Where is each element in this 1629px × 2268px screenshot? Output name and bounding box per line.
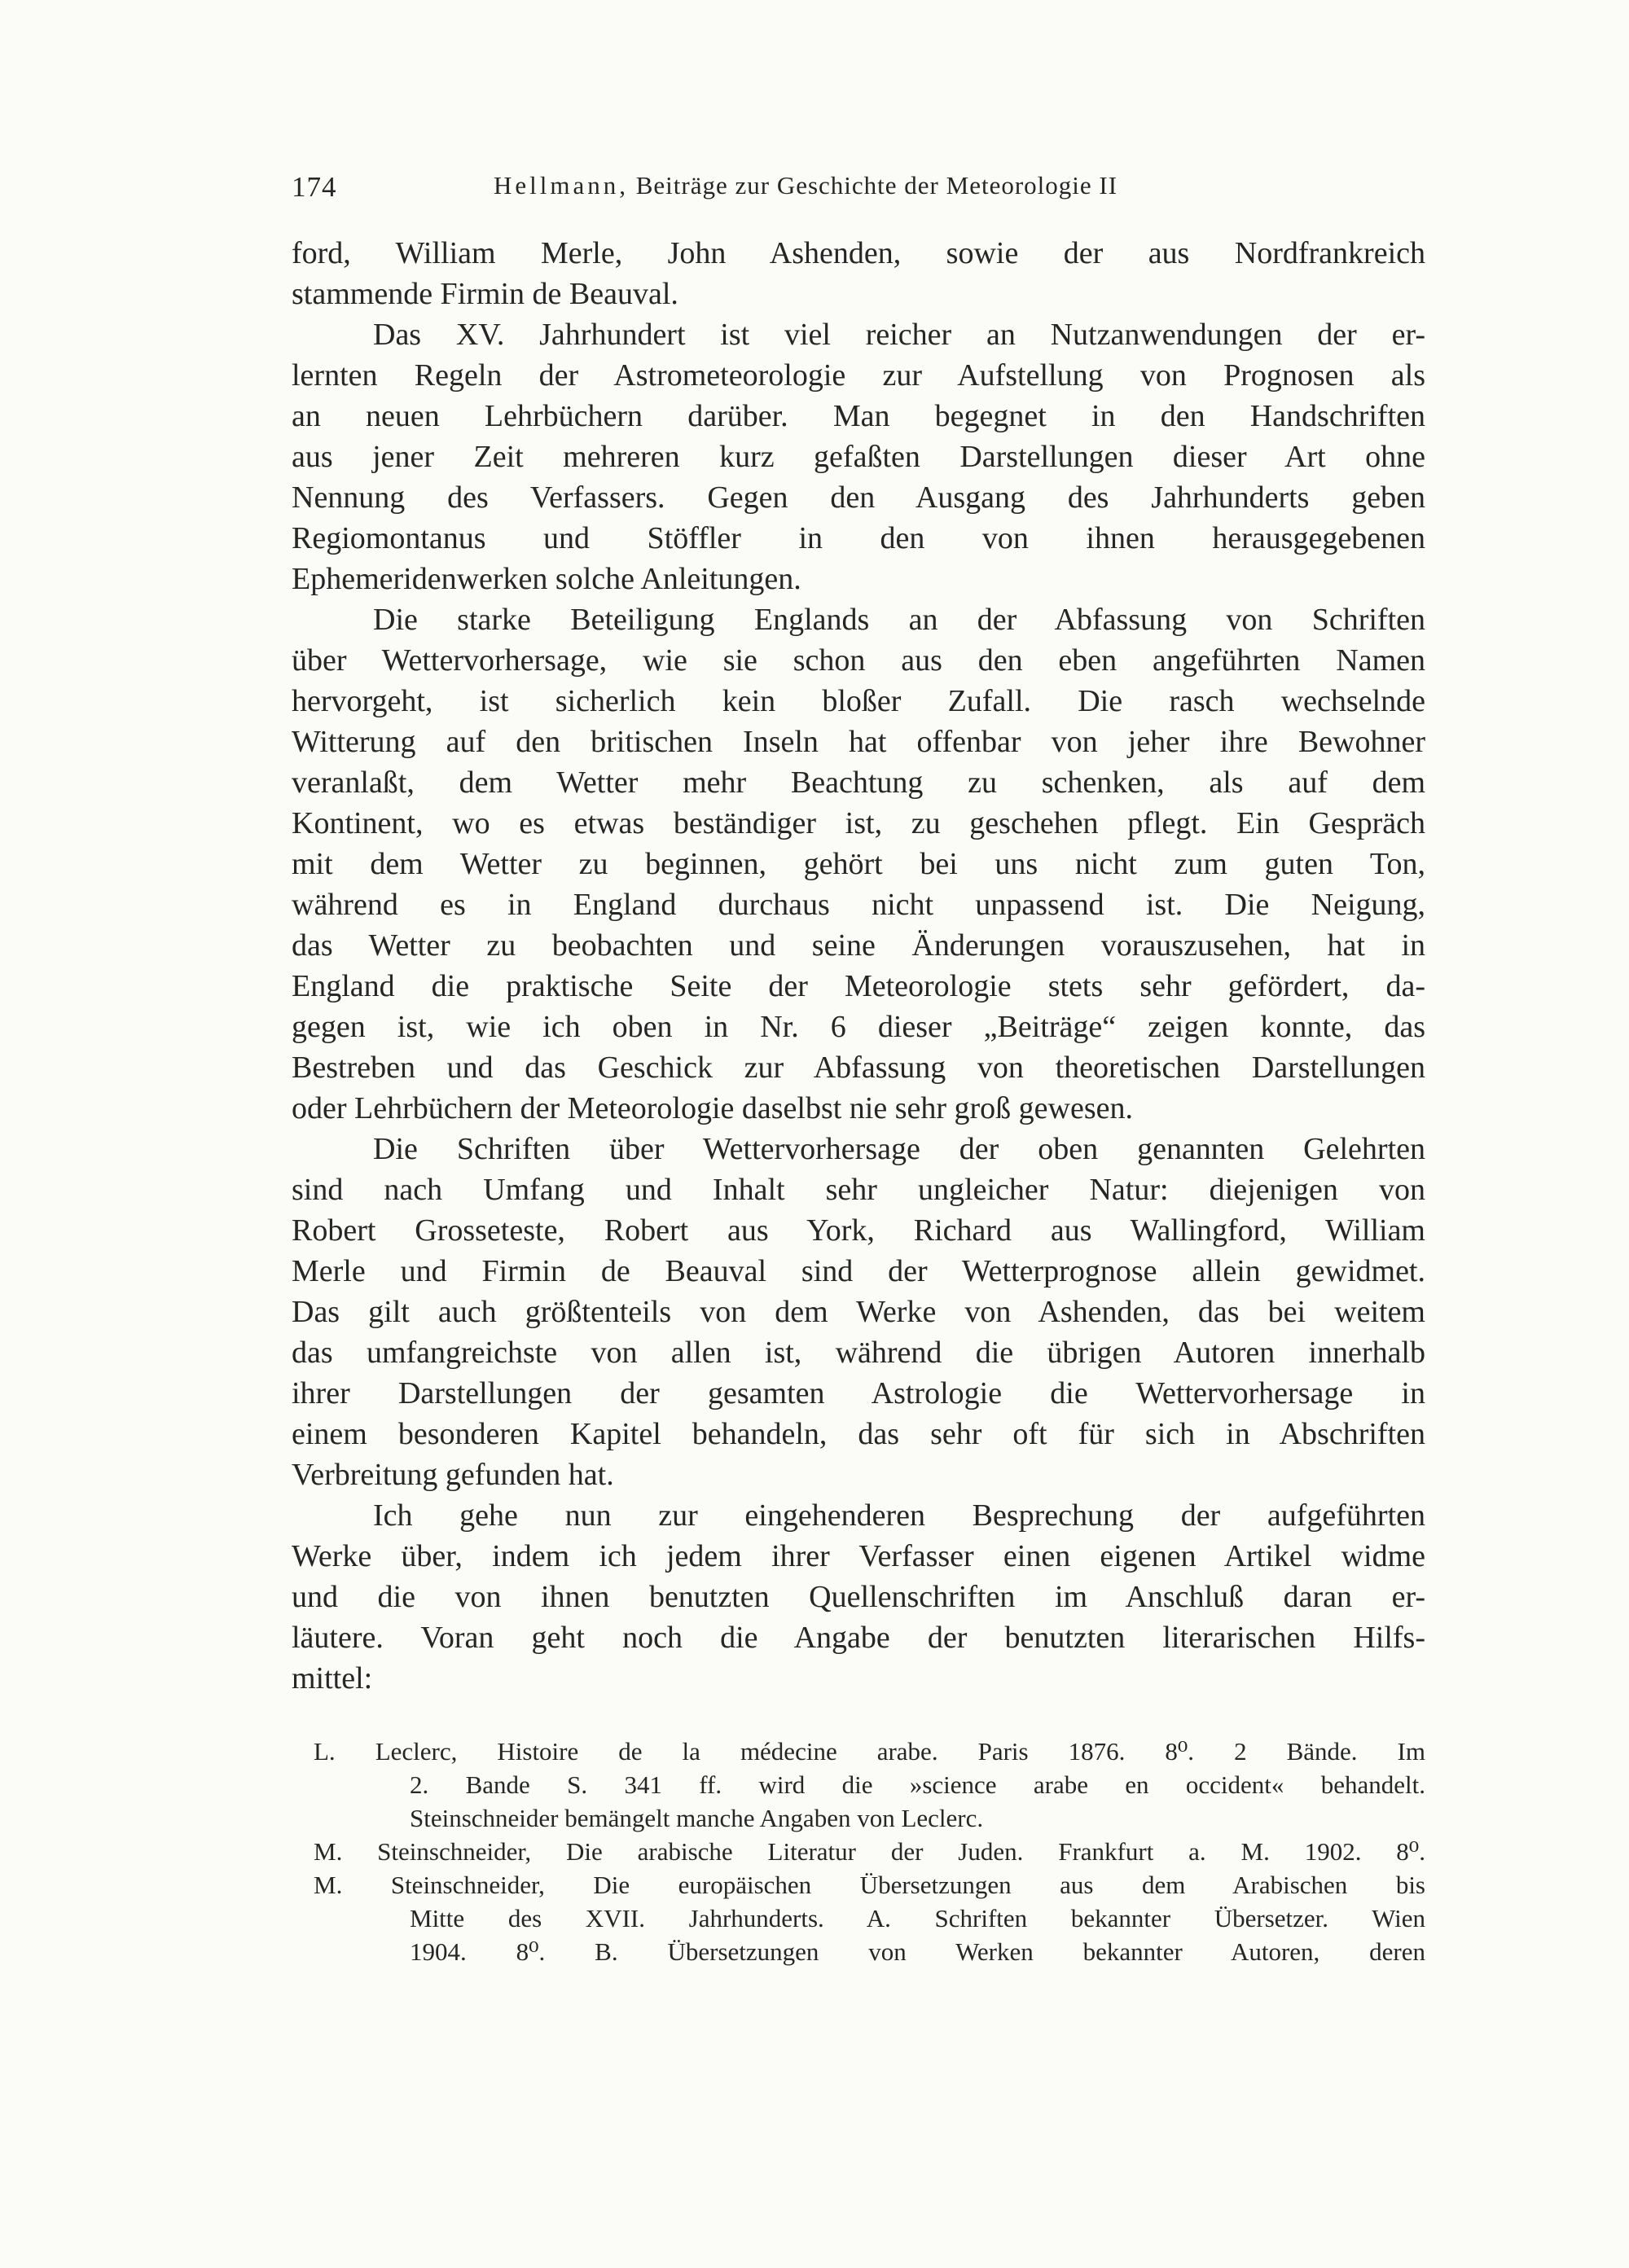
text-line: einem besonderen Kapitel behandeln, das sehr oft für sich in Abschriften — [292, 1417, 1425, 1451]
reference-line: Mitte des XVII. Jahrhunderts. A. Schriften bekannter Übersetzer. Wien — [410, 1904, 1425, 1932]
text-line: Nennung des Verfassers. Gegen den Ausgang des Jahrhunderts geben — [292, 480, 1425, 515]
reference-line: M. Steinschneider, Die arabische Literatur der Juden. Frankfurt a. M. 1902. 8⁰. — [314, 1837, 1425, 1866]
text-line: über Wettervorhersage, wie sie schon aus den eben angeführten Namen — [292, 643, 1425, 678]
text-line: hervorgeht, ist sicherlich kein bloßer Zufall. Die rasch wechselnde — [292, 684, 1425, 718]
text-line: Merle und Firmin de Beauval sind der Wetterprognose allein gewidmet. — [292, 1254, 1425, 1288]
text-line: aus jener Zeit mehreren kurz gefaßten Darstellungen dieser Art ohne — [292, 440, 1425, 474]
text-line: ihrer Darstellungen der gesamten Astrologie die Wettervorhersage in — [292, 1376, 1425, 1410]
running-head-author: Hellmann, — [494, 171, 629, 200]
text-line: ford, William Merle, John Ashenden, sowie der aus Nordfrankreich — [292, 236, 1425, 270]
text-line: veranlaßt, dem Wetter mehr Beachtung zu schenken, als auf dem — [292, 766, 1425, 800]
text-line: Das XV. Jahrhundert ist viel reicher an Nutzanwendungen der er- — [373, 318, 1425, 352]
text-line: das umfangreichste von allen ist, während die übrigen Autoren innerhalb — [292, 1336, 1425, 1370]
text-line: Die Schriften über Wettervorhersage der oben genannten Gelehrten — [373, 1132, 1425, 1166]
text-line: an neuen Lehrbüchern darüber. Man begegnet in den Handschriften — [292, 399, 1425, 433]
text-line: Das gilt auch größtenteils von dem Werke von Ashenden, das bei weitem — [292, 1295, 1425, 1329]
page-header — [292, 168, 1342, 208]
text-line: läutere. Voran geht noch die Angabe der benutzten literarischen Hilfs- — [292, 1621, 1425, 1655]
text-line: Robert Grosseteste, Robert aus York, Richard aus Wallingford, William — [292, 1213, 1425, 1248]
text-line: Ephemeridenwerken solche Anleitungen. — [292, 562, 801, 596]
text-line: Ich gehe nun zur eingehenderen Besprechung der aufgeführten — [373, 1498, 1425, 1533]
text-line: und die von ihnen benutzten Quellenschriften im Anschluß daran er- — [292, 1580, 1425, 1614]
text-line: oder Lehrbüchern der Meteorologie daselbst nie sehr groß gewesen. — [292, 1091, 1134, 1125]
reference-line: 1904. 8⁰. B. Übersetzungen von Werken bekannter Autoren, deren — [410, 1937, 1425, 1966]
text-line: mittel: — [292, 1661, 373, 1696]
running-head — [494, 171, 1117, 200]
body-text — [292, 233, 1425, 1699]
text-line: stammende Firmin de Beauval. — [292, 277, 678, 311]
bibliography — [314, 1735, 1425, 1968]
text-line: Die starke Beteiligung Englands an der Abfassung von Schriften — [373, 603, 1425, 637]
text-line: Kontinent, wo es etwas beständiger ist, zu geschehen pflegt. Ein Gespräch — [292, 806, 1425, 840]
text-line: das Wetter zu beobachten und seine Änderungen vorauszusehen, hat in — [292, 928, 1425, 963]
running-head-title: Beiträge zur Geschichte der Meteorologie II — [635, 171, 1118, 200]
reference-line: M. Steinschneider, Die europäischen Übersetzungen aus dem Arabischen bis — [314, 1871, 1425, 1899]
text-line: Bestreben und das Geschick zur Abfassung von theoretischen Darstellungen — [292, 1051, 1425, 1085]
text-line: gegen ist, wie ich oben in Nr. 6 dieser „Beiträge“ zeigen konnte, das — [292, 1010, 1425, 1044]
text-line: Werke über, indem ich jedem ihrer Verfasser einen eigenen Artikel widme — [292, 1539, 1425, 1573]
text-line: lernten Regeln der Astrometeorologie zur Aufstellung von Prognosen als — [292, 358, 1425, 393]
text-line: sind nach Umfang und Inhalt sehr ungleicher Natur: diejenigen von — [292, 1173, 1425, 1207]
text-line: Regiomontanus und Stöffler in den von ihnen herausgegebenen — [292, 521, 1425, 555]
reference-line: Steinschneider bemängelt manche Angaben von Leclerc. — [410, 1804, 984, 1832]
page-number: 174 — [292, 171, 337, 203]
text-line: während es in England durchaus nicht unpassend ist. Die Neigung, — [292, 888, 1425, 922]
reference-line: 2. Bande S. 341 ff. wird die »science arabe en occident« behandelt. — [410, 1770, 1425, 1799]
text-line: mit dem Wetter zu beginnen, gehört bei uns nicht zum guten Ton, — [292, 847, 1425, 881]
reference-line: L. Leclerc, Histoire de la médecine arabe. Paris 1876. 8⁰. 2 Bände. Im — [314, 1737, 1425, 1766]
text-line: Verbreitung gefunden hat. — [292, 1458, 614, 1492]
text-line: Witterung auf den britischen Inseln hat offenbar von jeher ihre Bewohner — [292, 725, 1425, 759]
text-line: England die praktische Seite der Meteorologie stets sehr gefördert, da- — [292, 969, 1425, 1003]
